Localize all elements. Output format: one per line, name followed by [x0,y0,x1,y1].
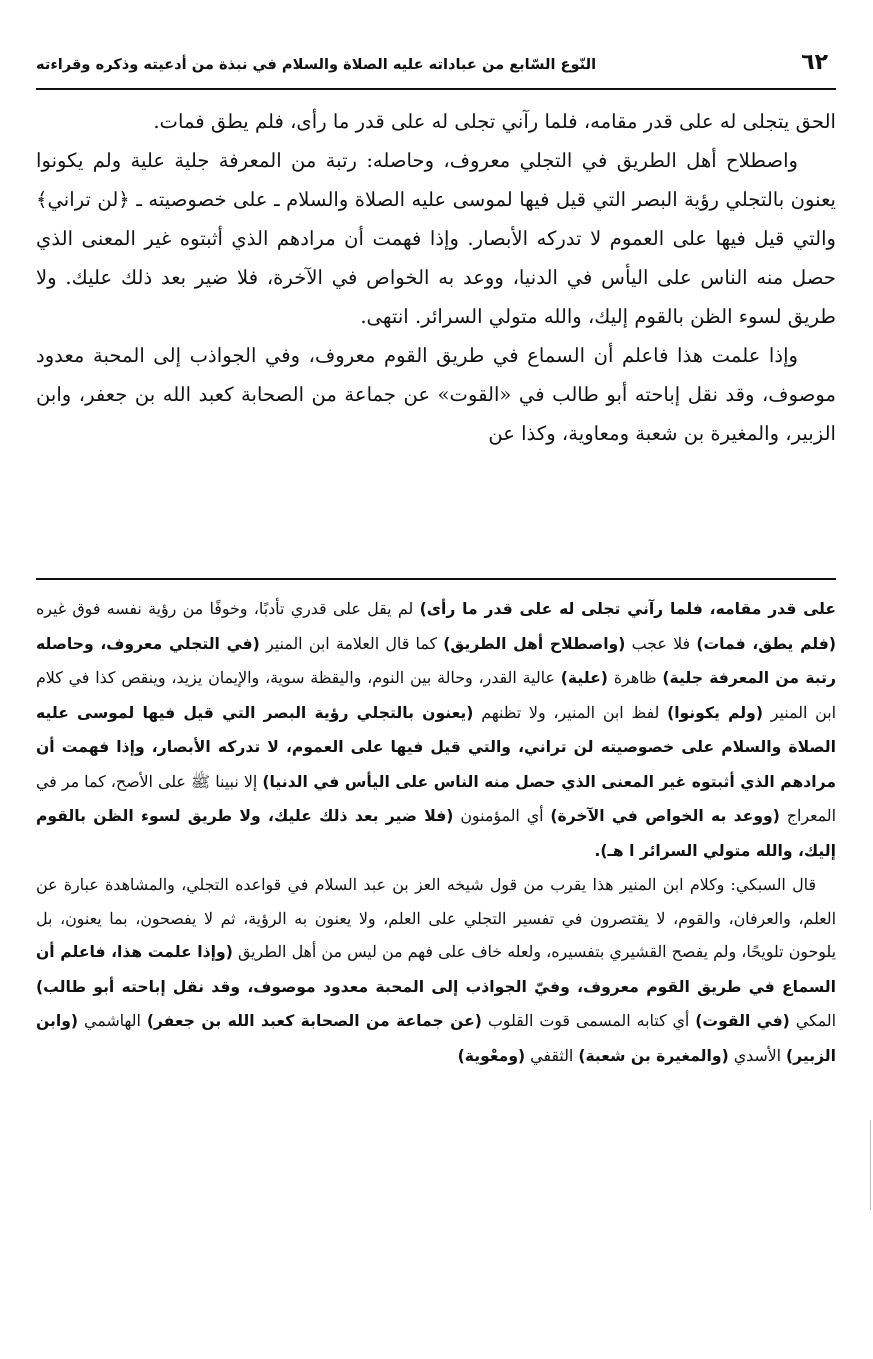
commentary-gloss: المكي [789,1011,836,1030]
quoted-matn: (وإذا علمت هذا، فاعلم أن السماع في طريق القوم معروف، وفيّ الجواذب إلى المحبة معدود موصوف، وقد نقل إباحته أبو طالب) [36,943,836,996]
quoted-matn: (عن جماعة من الصحابة كعبد الله بن جعفر) [146,1012,482,1030]
commentary-gloss: قال السبكي: وكلام ابن المنير هذا يقرب من قول شيخه العز بن عبد السلام في قواعده التجلي، والمشاهدة عبارة عن العلم، والعرفان، والقوم، لا يقتصرون في تفسير التجلي على العلم، ولا يعنون به الرؤية، ثم لا يفصحون، بما يعنون، بل يلوحون تلويحًا، ولم يفصح القشيري بتفسيره، ولعله خاف على فهم من ليس من أهل الطريق [36,875,836,961]
main-paragraph-2: واصطلاح أهل الطريق في التجلي معروف، وحاصله: رتبة من المعرفة جلية علية ولم يكونوا يعنون بالتجلي رؤية البصر التي قيل فيها لموسى عليه الصلاة والسلام ـ على خصوصيته ـ ﴿لن تراني﴾ والتي قيل فيها على العموم لا تدركه الأبصار. وإذا فهمت أن مرادهم الذي أثبتوه غير المعنى الذي حصل منه الناس على اليأس في الدنيا، ووعد به الخواص في الآخرة، فلا ضير بعد ذلك عليك. ولا طريق لسوء الظن بالقوم إليك، والله متولي السرائر. انتهى. [36,149,836,328]
commentary-gloss: لم يقل على قدري تأدبًا، وخوفًا من رؤية نفسه فوق غيره [36,599,420,618]
quoted-matn: (ووعد به الخواص في الآخرة) [550,807,780,825]
quoted-matn: (علية) [560,669,608,687]
quoted-matn: (يعنون بالتجلي رؤية البصر التي قيل فيها لموسى عليه الصلاة والسلام على خصوصيته لن تراني، والتي قيل فيها على العموم، لا تدركه الأبصار، وإذا فهمت أن مرادهم الذي أثبتوه غير المعنى الذي حصل منه الناس على اليأس في الدنيا) [36,703,836,791]
commentary-paragraph-2 [36,868,836,1073]
quoted-matn: (ولم يكونوا) [667,703,763,722]
main-paragraph-3: وإذا علمت هذا فاعلم أن السماع في طريق القوم معروف، وفي الجواذب إلى المحبة معدود موصوف، وقد نقل إباحته أبو طالب في «القوت» عن جماعة من الصحابة كعبد الله بن جعفر، وابن الزبير، والمغيرة بن شعبة ومعاوية، وكذا عن [36,344,836,445]
quoted-matn: (في التجلي معروف، وحاصله رتبة من المعرفة جلية) [36,634,836,687]
main-text [36,102,836,572]
running-title: النّوع السّابع من عباداته عليه الصلاة والسلام في نبذة من أدعيته وذكره وقراءته [36,56,597,73]
commentary-gloss: فلا عجب [625,633,697,653]
commentary-gloss: أي المؤمنون [453,806,551,825]
commentary-gloss: لفظ ابن المنير، ولا تظنهم [473,702,668,722]
commentary-gloss: الأسدي [728,1045,787,1065]
page-edge-mark [870,1120,871,1210]
page-number: ٦٢ [801,50,828,75]
quoted-matn: (فلا ضير بعد ذلك عليك، ولا طريق لسوء الظن بالقوم إليك، والله متولي السرائر ا هـ). [36,807,836,860]
quoted-matn: (وابن الزبير) [36,1012,836,1065]
commentary-gloss: كما قال العلامة ابن المنير [259,633,444,653]
commentary-gloss: الهاشمي [78,1011,147,1030]
commentary-divider [36,578,836,580]
quoted-matn: (والمغيرة بن شعبة) [578,1046,729,1065]
commentary-gloss: الثقفي [525,1045,579,1065]
main-paragraph-1: الحق يتجلى له على قدر مقامه، فلما رآني تجلى له على قدر ما رأى، فلم يطق فمات. [153,110,836,133]
quoted-matn: (فلم يطق، فمات) [696,634,836,653]
commentary-gloss: أي كتابه المسمى قوت القلوب [481,1011,696,1030]
commentary-gloss: عالية القدر، وحالة بين النوم، واليقظة سوية، والإيمان يزيد، وينقص كذا في كلام ابن المنير [36,668,836,722]
quoted-matn: على قدر مقامه، فلما رآني تجلى له على قدر ما رأى) [419,600,836,618]
running-header [36,50,836,90]
quoted-matn: (ومعْوية) [457,1046,526,1065]
quoted-matn: (في القوت) [695,1012,790,1030]
commentary-gloss: إلا نبينا ﷺ على الأصح، كما مر في المعراج [36,771,836,825]
commentary-gloss: ظاهرة [607,668,663,687]
commentary-text [36,592,836,1302]
commentary-paragraph-1 [36,592,836,868]
quoted-matn: (واصطلاح أهل الطريق) [443,634,626,653]
book-page [36,50,836,1302]
